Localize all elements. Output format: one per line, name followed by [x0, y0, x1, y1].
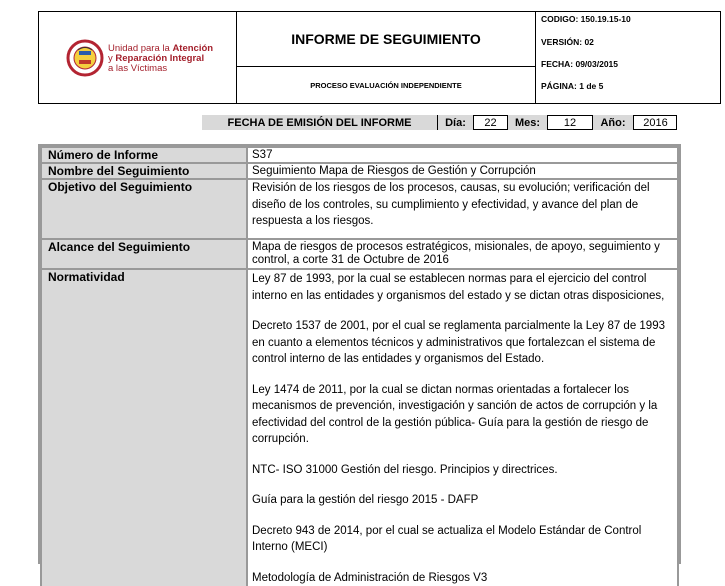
objetivo-label: Objetivo del Seguimiento	[41, 179, 247, 239]
normativa-item: Ley 1474 de 2011, por la cual se dictan normas orientadas a fortalecer los mecanismos de prevención, investigación y sanción de actos de corrupción y la efectividad del control de la gestión pública- Guía para la gestión de riesgo de corrupción.	[252, 382, 673, 448]
coat-of-arms-icon	[66, 39, 104, 77]
anio-value: 2016	[634, 115, 677, 130]
numero-label: Número de Informe	[41, 147, 247, 163]
numero-value: S37	[247, 147, 678, 163]
document-title: INFORME DE SEGUIMIENTO	[237, 11, 536, 67]
anio-label: Año:	[593, 115, 634, 130]
report-table	[38, 144, 681, 564]
table-row	[41, 269, 678, 586]
dia-value: 22	[474, 115, 508, 130]
objetivo-value: Revisión de los riesgos de los procesos, causas, su evolución; verificación del diseño de los controles, su cumplimiento y efectividad, y avance del plan de respuesta a los riesgos.	[247, 179, 678, 239]
normativa-item: Guía para la gestión del riesgo 2015 - DAFP	[252, 492, 673, 509]
table-row	[41, 163, 678, 179]
version-label: VERSIÓN: 02	[541, 37, 594, 47]
alcance-value: Mapa de riesgos de procesos estratégicos, misionales, de apoyo, seguimiento y control, a corte 31 de Octubre de 2016	[247, 239, 678, 269]
nombre-label: Nombre del Seguimiento	[41, 163, 247, 179]
fecha-label: FECHA: 09/03/2015	[541, 59, 618, 69]
normativa-item: NTC- ISO 31000 Gestión del riesgo. Principios y directrices.	[252, 462, 673, 479]
normativa-item: Ley 87 de 1993, por la cual se establecen normas para el ejercicio del control interno en las entidades y organismos del estado y se dictan otras disposiciones,	[252, 271, 673, 304]
alcance-label: Alcance del Seguimiento	[41, 239, 247, 269]
document-subtitle: PROCESO EVALUACIÓN INDEPENDIENTE	[237, 67, 536, 104]
logo-cell	[38, 11, 237, 104]
dia-label: Día:	[438, 115, 474, 130]
mes-label: Mes:	[508, 115, 548, 130]
codigo-label: CODIGO: 150.19.15-10	[541, 14, 631, 24]
normatividad-label: Normatividad	[41, 269, 247, 586]
nombre-value: Seguimiento Mapa de Riesgos de Gestión y Corrupción	[247, 163, 678, 179]
table-row	[41, 147, 678, 163]
normativa-item: Decreto 943 de 2014, por el cual se actualiza el Modelo Estándar de Control Interno (MECI)	[252, 523, 673, 556]
table-row	[41, 179, 678, 239]
table-row	[41, 239, 678, 269]
normatividad-value	[247, 269, 678, 586]
emission-label: FECHA DE EMISIÓN DEL INFORME	[202, 115, 438, 130]
normativa-item: Decreto 1537 de 2001, por el cual se reglamenta parcialmente la Ley 87 de 1993 en cuanto a elementos técnicos y administrativos que fortalezcan el sistema de control interno de las entidades y organismos del Estado.	[252, 318, 673, 368]
mes-value: 12	[548, 115, 593, 130]
normativa-item: Metodología de Administración de Riesgos V3	[252, 570, 673, 586]
pagina-label: PÁGINA: 1 de 5	[541, 81, 603, 91]
logo-wordmark: Unidad para la Atención y Reparación Integral a las Víctimas	[108, 44, 213, 74]
